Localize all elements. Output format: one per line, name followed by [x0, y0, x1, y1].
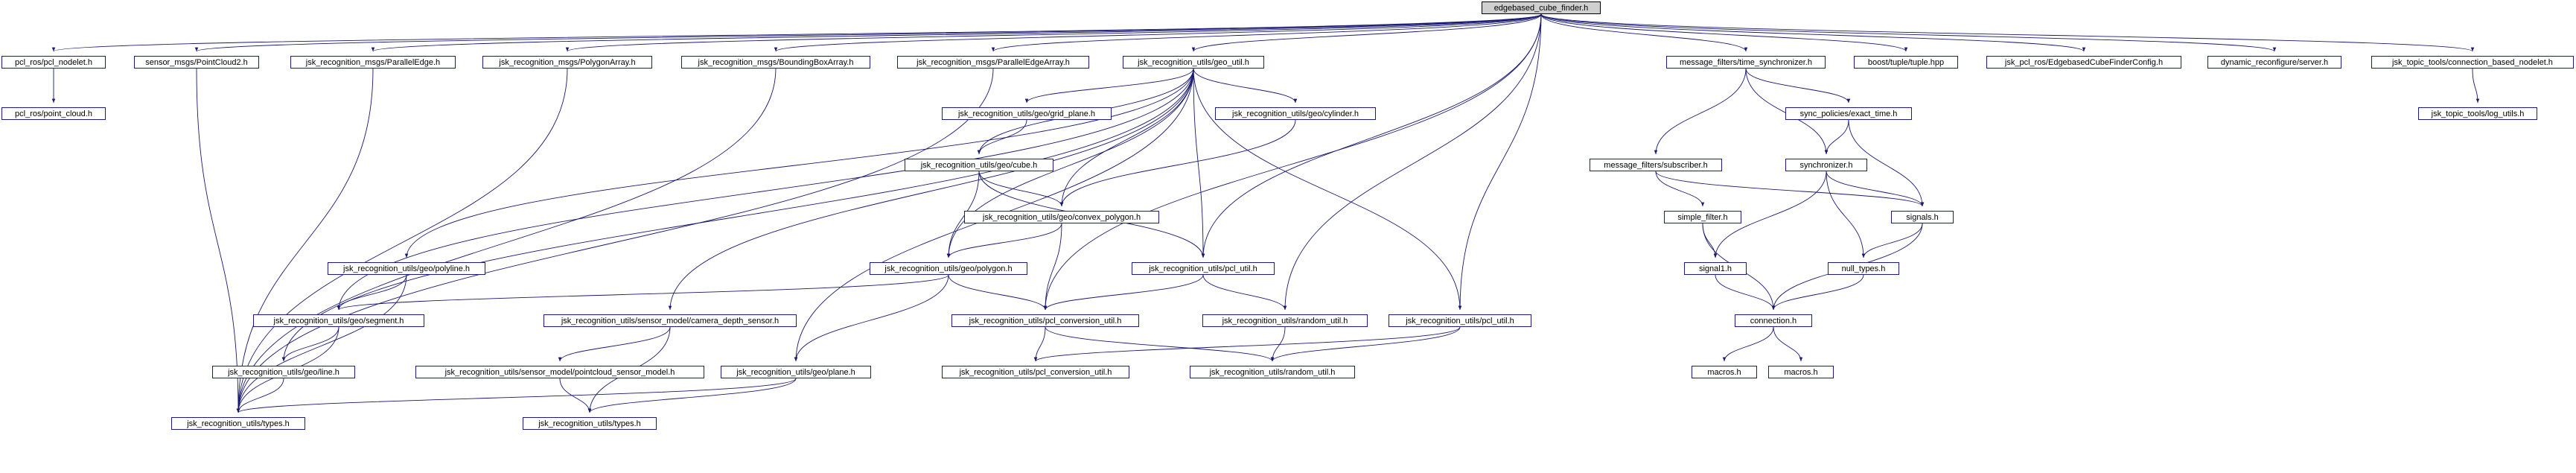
graph-edge	[1541, 14, 2274, 51]
graph-edge	[1460, 14, 1541, 310]
graph-node-label: edgebased_cube_finder.h	[1493, 3, 1589, 13]
graph-node-label: jsk_recognition_utils/geo/cube.h	[920, 160, 1038, 170]
graph-edge	[979, 120, 1027, 154]
graph-edge	[567, 14, 1541, 51]
graph-node-label: macros.h	[1784, 367, 1818, 377]
graph-node[interactable]	[1389, 314, 1531, 327]
graph-node[interactable]	[1768, 366, 1834, 378]
graph-edge	[1193, 69, 1203, 258]
graph-edge	[238, 275, 407, 413]
graph-node-label: jsk_recognition_utils/geo/segment.h	[273, 316, 404, 326]
graph-node[interactable]	[1202, 314, 1368, 327]
graph-edge	[373, 14, 1541, 51]
graph-node-label: jsk_recognition_utils/pcl_util.h	[1406, 316, 1514, 326]
graph-edge	[993, 14, 1541, 51]
graph-node-label: sensor_msgs/PointCloud2.h	[145, 57, 248, 67]
graph-node[interactable]	[212, 366, 355, 378]
graph-node-label: synchronizer.h	[1799, 160, 1853, 170]
graph-node-label: jsk_recognition_utils/pcl_conversion_util.h	[969, 316, 1122, 326]
graph-edge	[238, 378, 284, 413]
graph-node-label: jsk_recognition_utils/geo/line.h	[228, 367, 339, 377]
graph-edge	[949, 223, 1062, 258]
graph-node-label: jsk_recognition_utils/geo/convex_polygon.h	[982, 212, 1141, 222]
graph-node[interactable]	[2207, 56, 2341, 69]
graph-node-label: null_types.h	[1841, 264, 1886, 273]
graph-edge	[197, 69, 238, 413]
graph-edge	[1773, 327, 1801, 361]
graph-edge	[1193, 69, 1295, 103]
graph-edge	[1541, 14, 1906, 51]
graph-edge	[1541, 14, 1746, 51]
graph-node[interactable]	[1854, 56, 1958, 69]
graph-edge	[1062, 120, 1295, 206]
graph-node[interactable]	[253, 314, 424, 327]
graph-edge	[238, 69, 567, 413]
graph-node[interactable]	[681, 56, 870, 69]
graph-node[interactable]	[721, 366, 871, 378]
graph-node[interactable]	[1891, 211, 1954, 223]
graph-node[interactable]	[1190, 366, 1355, 378]
graph-node[interactable]	[1664, 211, 1741, 223]
graph-node-label: jsk_topic_tools/log_utils.h	[2431, 109, 2525, 118]
graph-node[interactable]	[1735, 314, 1812, 327]
graph-node[interactable]	[942, 366, 1129, 378]
graph-node-label: dynamic_reconfigure/server.h	[2220, 57, 2329, 67]
graph-node[interactable]	[171, 417, 305, 430]
graph-node[interactable]	[1215, 107, 1376, 120]
graph-node-label: jsk_recognition_utils/geo_util.h	[1138, 57, 1249, 67]
graph-node-label: pcl_ros/pcl_nodelet.h	[15, 57, 92, 67]
graph-node[interactable]	[1590, 159, 1722, 171]
graph-node[interactable]	[1666, 56, 1826, 69]
graph-edge	[238, 69, 776, 413]
graph-edge	[1045, 14, 1541, 310]
graph-node-label: sync_policies/exact_time.h	[1799, 109, 1898, 118]
graph-edge	[1045, 275, 1203, 310]
graph-edge	[1826, 171, 1922, 206]
graph-edge	[949, 275, 1045, 310]
graph-node[interactable]	[870, 262, 1027, 275]
graph-edge	[1746, 69, 1849, 103]
graph-edge	[590, 378, 796, 413]
graph-edge	[238, 378, 796, 413]
graph-edge	[1541, 14, 2084, 51]
graph-edge	[1703, 223, 1715, 258]
graph-node[interactable]	[1132, 262, 1275, 275]
graph-node[interactable]	[1785, 159, 1867, 171]
graph-node-label: jsk_recognition_msgs/BoundingBoxArray.h	[698, 57, 854, 67]
graph-edge	[339, 275, 407, 310]
graph-node[interactable]	[1684, 262, 1747, 275]
graph-edge	[1045, 223, 1062, 310]
graph-edge	[1541, 14, 2473, 51]
graph-node-label: jsk_recognition_utils/types.h	[187, 419, 290, 428]
graph-edge	[1203, 14, 1541, 258]
graph-edge	[1203, 275, 1285, 310]
graph-edge	[560, 378, 590, 413]
graph-edge	[1027, 69, 1193, 103]
graph-node[interactable]	[897, 56, 1089, 69]
graph-edge	[2473, 69, 2478, 103]
graph-node[interactable]	[905, 159, 1053, 171]
graph-edge	[1036, 327, 1045, 361]
graph-node-label: message_filters/subscriber.h	[1604, 160, 1708, 170]
graph-edge	[1656, 171, 1922, 206]
graph-edge	[1272, 327, 1460, 361]
graph-node-label: signals.h	[1906, 212, 1939, 222]
graph-node-label: jsk_topic_tools/connection_based_nodelet.h	[2392, 57, 2553, 67]
graph-edge	[407, 69, 1193, 258]
graph-edge	[1285, 14, 1541, 310]
graph-node-label: jsk_recognition_utils/random_util.h	[1209, 367, 1336, 377]
graph-node[interactable]	[328, 262, 485, 275]
graph-node[interactable]	[1828, 262, 1899, 275]
graph-node-label: jsk_recognition_utils/random_util.h	[1222, 316, 1348, 326]
graph-node-label: jsk_recognition_msgs/ParallelEdge.h	[305, 57, 441, 67]
graph-node[interactable]	[1692, 366, 1757, 378]
graph-edge	[1062, 69, 1193, 206]
graph-node[interactable]	[1123, 56, 1264, 69]
graph-node[interactable]	[1, 56, 106, 69]
graph-node-label: macros.h	[1707, 367, 1741, 377]
graph-edge	[1193, 14, 1541, 51]
graph-edge	[238, 69, 993, 413]
graph-node-label: jsk_recognition_utils/geo/polyline.h	[343, 264, 470, 273]
graph-node-label: jsk_recognition_utils/geo/plane.h	[736, 367, 855, 377]
graph-edge	[339, 275, 949, 310]
graph-edge	[1773, 275, 1864, 310]
graph-edge	[796, 275, 949, 361]
graph-edge	[776, 14, 1541, 51]
graph-node-label: jsk_recognition_utils/pcl_conversion_util.h	[959, 367, 1112, 377]
graph-node-label: jsk_recognition_utils/types.h	[538, 419, 641, 428]
graph-node-label: jsk_recognition_msgs/ParallelEdgeArray.h	[916, 57, 1070, 67]
graph-edge	[284, 327, 339, 361]
graph-edge	[1656, 171, 1703, 206]
graph-edge	[1826, 120, 1849, 154]
graph-node-label: simple_filter.h	[1677, 212, 1728, 222]
graph-edge	[1272, 327, 1285, 361]
graph-node-label: signal1.h	[1698, 264, 1732, 273]
graph-node-label: pcl_ros/point_cloud.h	[15, 109, 92, 118]
graph-node-label: message_filters/time_synchronizer.h	[1680, 57, 1812, 67]
graph-node-label: jsk_recognition_utils/sensor_model/camera_depth_sensor.h	[561, 316, 780, 326]
graph-edge	[1826, 171, 1864, 258]
graph-node[interactable]	[951, 314, 1139, 327]
graph-node[interactable]	[134, 56, 259, 69]
graph-node-label: jsk_recognition_utils/geo/grid_plane.h	[957, 109, 1096, 118]
graph-edge	[1045, 327, 1272, 361]
graph-edge	[1036, 327, 1460, 361]
graph-edge	[1724, 327, 1773, 361]
graph-node[interactable]	[2418, 107, 2537, 120]
graph-node-label: jsk_recognition_utils/geo/polygon.h	[884, 264, 1013, 273]
graph-edge	[1715, 275, 1773, 310]
graph-edge	[54, 14, 1541, 51]
graph-node-label: jsk_recognition_utils/pcl_util.h	[1149, 264, 1257, 273]
graph-node[interactable]	[1, 107, 106, 120]
graph-edge	[560, 327, 670, 361]
graph-node[interactable]	[523, 417, 657, 430]
graph-node-label: jsk_recognition_utils/geo/cylinder.h	[1232, 109, 1359, 118]
graph-node[interactable]	[1986, 56, 2181, 69]
graph-node[interactable]	[1785, 107, 1912, 120]
graph-node-label: jsk_pcl_ros/EdgebasedCubeFinderConfig.h	[2004, 57, 2164, 67]
graph-node[interactable]	[415, 366, 704, 378]
graph-edge	[238, 69, 373, 413]
graph-edge	[1864, 223, 1922, 258]
graph-node-label: jsk_recognition_utils/sensor_model/pointcloud_sensor_model.h	[444, 367, 675, 377]
graph-edge	[1656, 69, 1746, 154]
graph-node[interactable]	[543, 314, 797, 327]
graph-node[interactable]	[942, 107, 1112, 120]
graph-node-label: boost/tuple/tuple.hpp	[1867, 57, 1945, 67]
graph-node[interactable]	[1482, 1, 1601, 14]
graph-node-label: jsk_recognition_msgs/PolygonArray.h	[499, 57, 636, 67]
graph-node[interactable]	[964, 211, 1159, 223]
graph-node[interactable]	[2371, 56, 2574, 69]
graph-node[interactable]	[482, 56, 652, 69]
graph-edge	[979, 171, 1062, 206]
graph-node-label: connection.h	[1750, 316, 1797, 326]
graph-edge	[197, 14, 1541, 51]
graph-node[interactable]	[290, 56, 456, 69]
